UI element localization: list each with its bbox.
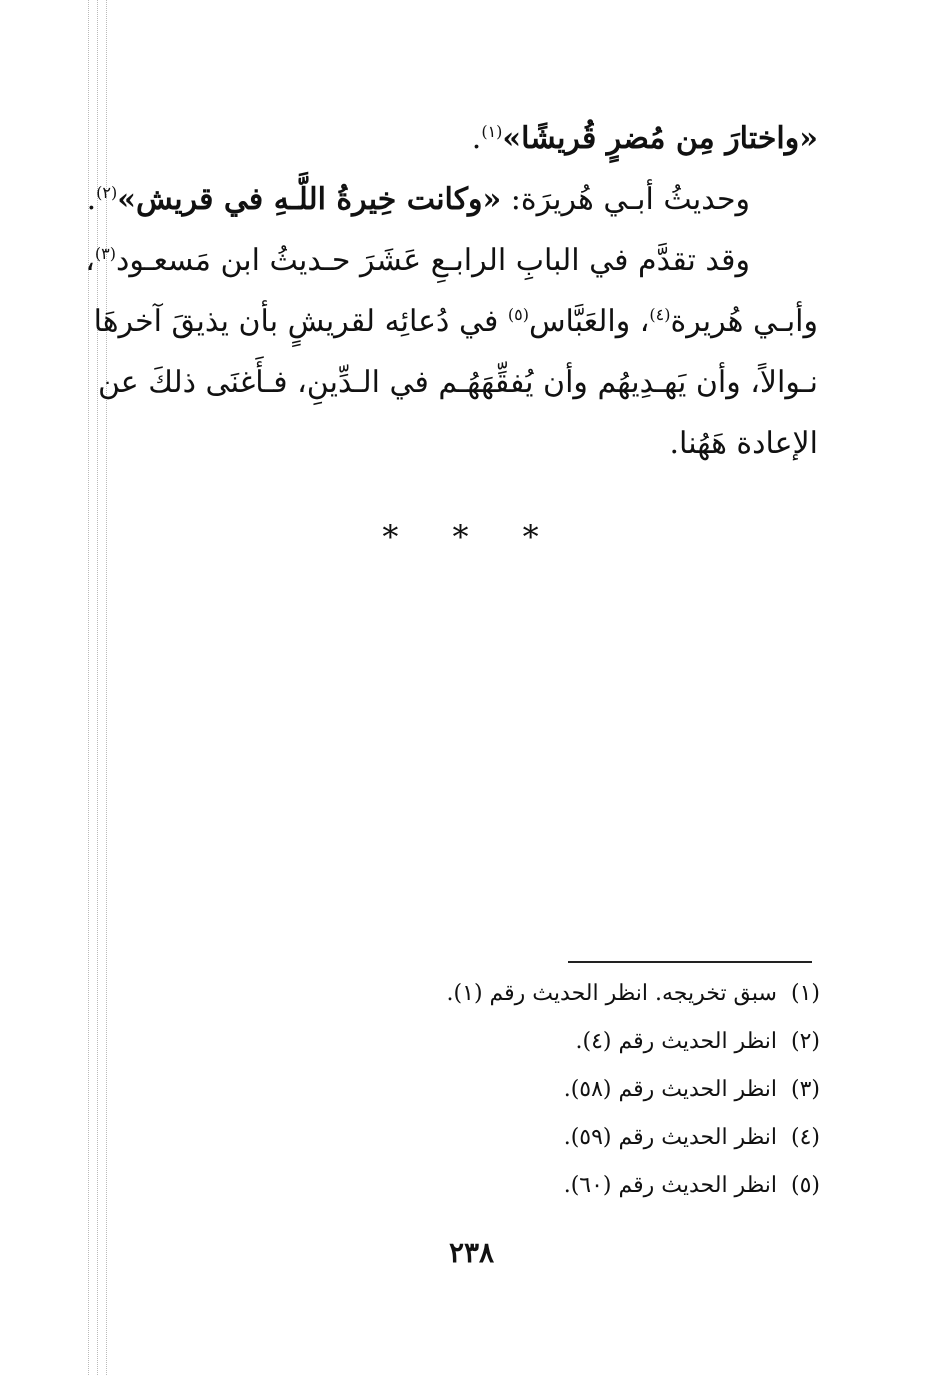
punctuation: . bbox=[86, 182, 97, 217]
footnote-item bbox=[300, 1018, 820, 1066]
footnote-text: انظر الحديث رقم (٤). bbox=[575, 1029, 777, 1054]
footnote-ref[interactable]: (١) bbox=[481, 122, 503, 141]
line-text: الإعادة هَهُنا. bbox=[669, 426, 818, 461]
line-text: وأبـي هُريرة bbox=[670, 304, 818, 339]
page-body-text bbox=[85, 108, 818, 474]
footnotes-list bbox=[300, 970, 820, 1210]
footnote-text: انظر الحديث رقم (٥٨). bbox=[563, 1077, 777, 1102]
line-text: في دُعائِه لقريشٍ بأن يذيقَ آخرهَا bbox=[93, 304, 508, 339]
footnote-number: (٤) bbox=[790, 1125, 820, 1150]
line-text: وحديثُ أبـي هُريرَة: bbox=[501, 182, 750, 217]
text-line-1 bbox=[108, 108, 818, 169]
footnote-text: انظر الحديث رقم (٦٠). bbox=[563, 1173, 777, 1198]
punctuation: ، bbox=[85, 243, 95, 278]
line-text: نـوالاً، وأن يَهـدِيهُم وأن يُفقِّهَهُـم في الـدِّينِ، فـأَغنَى ذلكَ عن bbox=[97, 365, 818, 400]
quote-text: «وكانت خِيرةُ اللَّـهِ في قريش» bbox=[117, 182, 502, 217]
punctuation: . bbox=[471, 121, 482, 156]
quote-text: «واختارَ مِن مُضرٍ قُريشًا» bbox=[502, 121, 818, 156]
footnote-number: (٣) bbox=[790, 1077, 820, 1102]
page-number: ٢٣٨ bbox=[448, 1236, 495, 1269]
footnote-ref[interactable]: (٢) bbox=[96, 183, 118, 202]
footnote-number: (٢) bbox=[790, 1029, 820, 1054]
footnote-number: (٥) bbox=[790, 1173, 820, 1198]
footnote-separator bbox=[568, 961, 812, 963]
text-line-6 bbox=[108, 413, 818, 474]
footnote-item bbox=[300, 1114, 820, 1162]
footnote-number: (١) bbox=[790, 981, 820, 1006]
footnote-text: سبق تخريجه. انظر الحديث رقم (١). bbox=[446, 981, 777, 1006]
line-text: وقد تقدَّم في البابِ الرابـعِ عَشَرَ حـديثُ ابن مَسعـود bbox=[115, 243, 750, 278]
footnote-ref[interactable]: (٣) bbox=[94, 244, 116, 263]
text-line-3 bbox=[85, 230, 818, 291]
footnote-item bbox=[300, 970, 820, 1018]
text-line-4 bbox=[93, 291, 818, 352]
text-line-5 bbox=[97, 352, 818, 413]
text-line-2 bbox=[86, 169, 818, 230]
footnote-ref[interactable]: (٤) bbox=[649, 305, 671, 324]
footnote-item bbox=[300, 1162, 820, 1210]
footnote-item bbox=[300, 1066, 820, 1114]
footnote-ref[interactable]: (٥) bbox=[507, 305, 529, 324]
section-divider: * * * bbox=[382, 518, 561, 556]
footnote-text: انظر الحديث رقم (٥٩). bbox=[563, 1125, 777, 1150]
line-text: ، والعَبَّاس bbox=[528, 304, 650, 339]
